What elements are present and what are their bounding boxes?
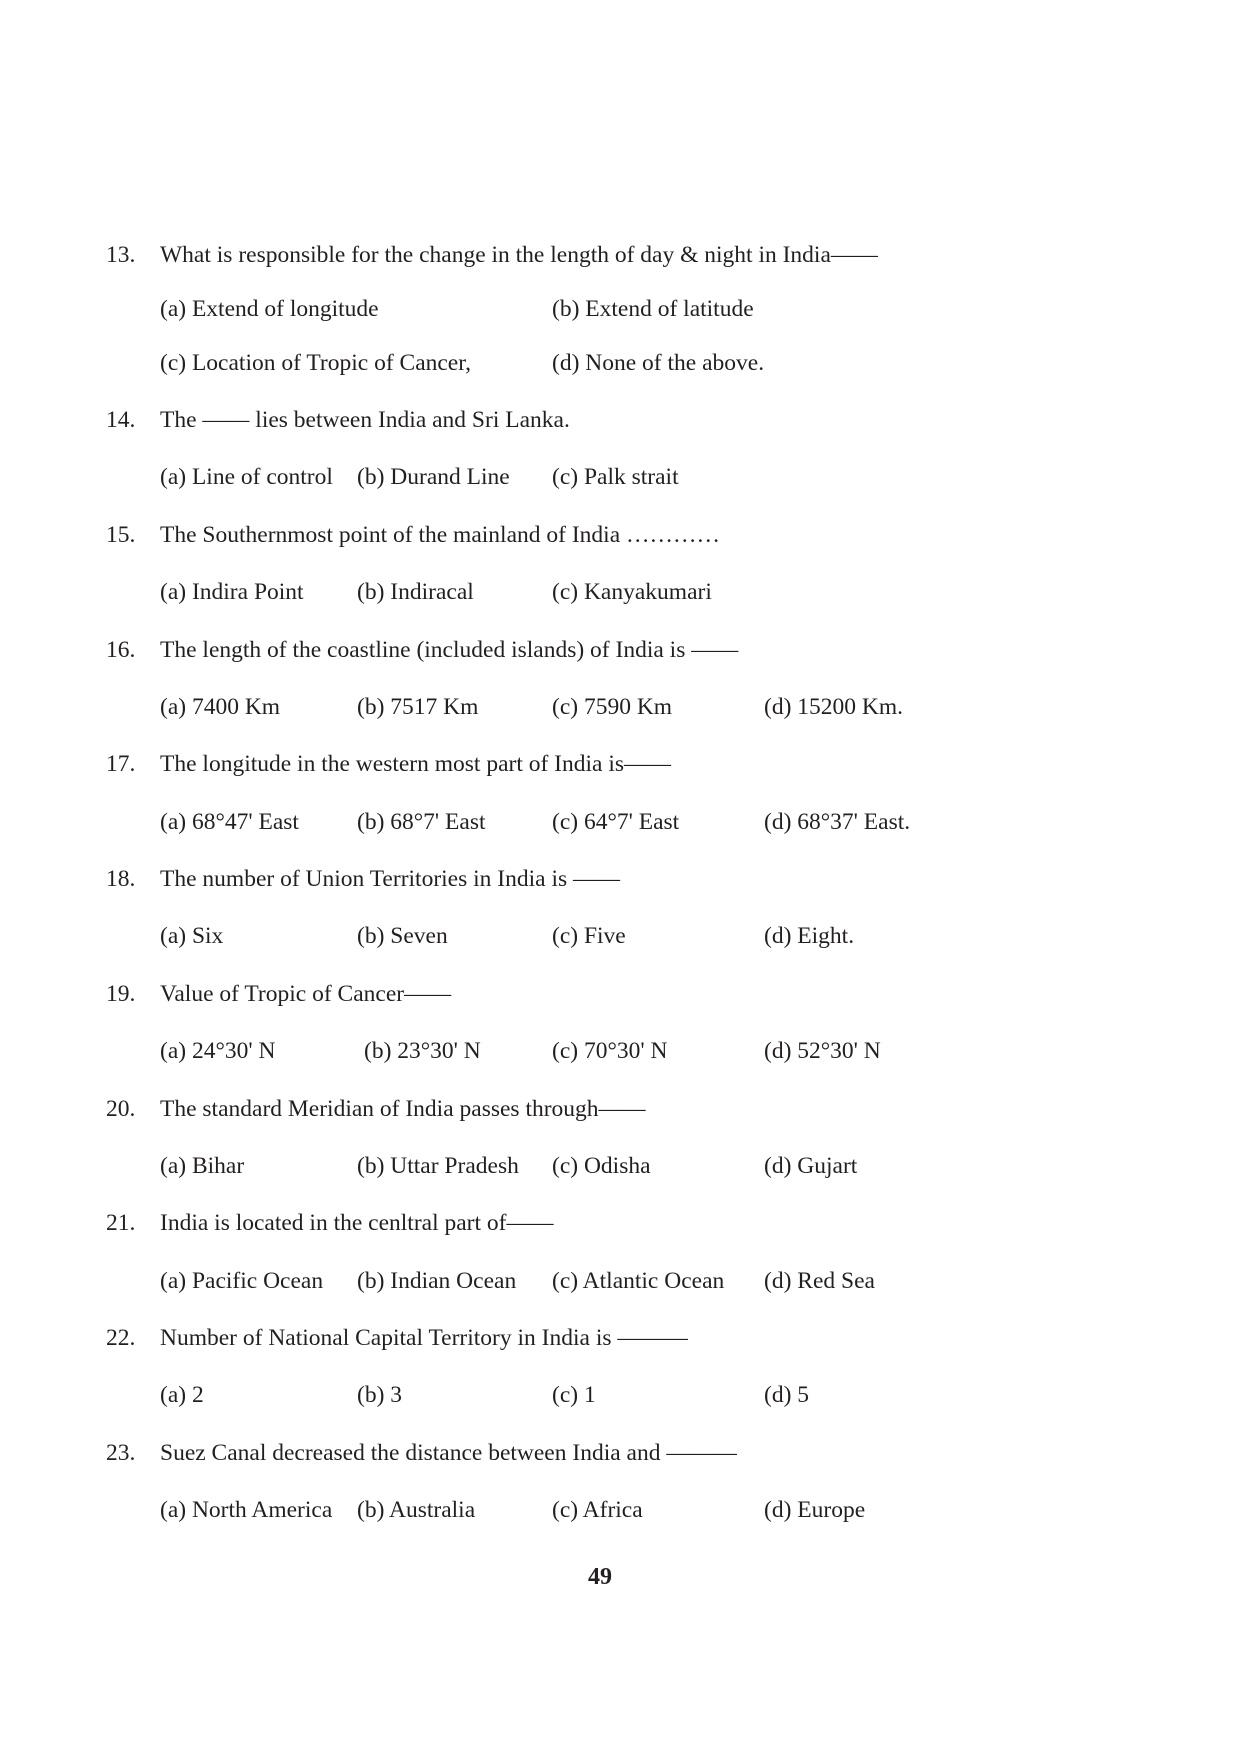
question-number: 21.	[106, 1210, 136, 1236]
option-row	[0, 577, 1240, 607]
option-a: (a) 7400 Km	[160, 694, 281, 720]
question-number: 16.	[106, 637, 136, 663]
question-line	[0, 864, 1240, 894]
option-d: (d) Red Sea	[764, 1268, 875, 1294]
option-b: (b) Indiracal	[357, 579, 474, 605]
question-text: The standard Meridian of India passes through——	[160, 1096, 646, 1122]
question-text: The length of the coastline (included islands) of India is ——	[160, 637, 739, 663]
question-line	[0, 635, 1240, 665]
option-d: (d) 5	[764, 1382, 810, 1408]
option-c: (c) Kanyakumari	[552, 579, 712, 605]
option-a: (a) Indira Point	[160, 579, 304, 605]
question-text: Value of Tropic of Cancer——	[160, 981, 452, 1007]
option-row	[0, 1495, 1240, 1525]
question-line	[0, 405, 1240, 435]
question-line	[0, 1208, 1240, 1238]
question-line	[0, 520, 1240, 550]
option-row	[0, 1266, 1240, 1296]
question-line	[0, 749, 1240, 779]
question-number: 22.	[106, 1325, 136, 1351]
option-c: (c) Palk strait	[552, 464, 679, 490]
question-text: The number of Union Territories in India is ——	[160, 866, 620, 892]
question-number: 17.	[106, 751, 136, 777]
question-text: Number of National Capital Territory in India is ———	[160, 1325, 688, 1351]
option-row	[0, 807, 1240, 837]
option-b: (b) Australia	[357, 1497, 476, 1523]
option-b: (b) 7517 Km	[357, 694, 479, 720]
question-line	[0, 240, 1240, 270]
option-row	[0, 462, 1240, 492]
option-a: (a) Pacific Ocean	[160, 1268, 324, 1294]
option-a: (a) Six	[160, 923, 224, 949]
question-number: 23.	[106, 1440, 136, 1466]
question-number: 15.	[106, 522, 136, 548]
question-number: 13.	[106, 242, 136, 268]
question-number: 14.	[106, 407, 136, 433]
question-number: 20.	[106, 1096, 136, 1122]
question-line	[0, 1438, 1240, 1468]
option-c: (c) Odisha	[552, 1153, 651, 1179]
option-a: (a) Bihar	[160, 1153, 245, 1179]
option-b: (b) Uttar Pradesh	[357, 1153, 519, 1179]
option-d: (d) 68°37' East.	[764, 809, 911, 835]
option-d: (d) Eight.	[764, 923, 855, 949]
question-line	[0, 1094, 1240, 1124]
option-c: (c) 70°30' N	[552, 1038, 668, 1064]
option-c: (c) 7590 Km	[552, 694, 673, 720]
option-row	[0, 1380, 1240, 1410]
option-a: (a) North America	[160, 1497, 333, 1523]
option-b: (b) Extend of latitude	[552, 296, 754, 322]
option-a: (a) Extend of longitude	[160, 296, 379, 322]
option-row	[0, 1151, 1240, 1181]
question-text: What is responsible for the change in the length of day & night in India——	[160, 242, 878, 268]
option-row	[0, 294, 1240, 324]
question-number: 18.	[106, 866, 136, 892]
page-number: 49	[588, 1564, 612, 1590]
option-b: (b) Indian Ocean	[357, 1268, 517, 1294]
option-b: (b) Seven	[357, 923, 448, 949]
option-a: (a) 68°47' East	[160, 809, 299, 835]
option-b: (b) 3	[357, 1382, 403, 1408]
option-a: (a) 2	[160, 1382, 204, 1408]
option-row	[0, 1036, 1240, 1066]
option-c: (c) 1	[552, 1382, 596, 1408]
option-row	[0, 692, 1240, 722]
option-row	[0, 348, 1240, 378]
option-d: (d) Europe	[764, 1497, 866, 1523]
option-a: (a) Line of control	[160, 464, 333, 490]
option-b: (b) 68°7' East	[357, 809, 486, 835]
question-number: 19.	[106, 981, 136, 1007]
option-d: (d) 15200 Km.	[764, 694, 904, 720]
option-d: (d) None of the above.	[552, 350, 765, 376]
question-line	[0, 1323, 1240, 1353]
option-c: (c) Africa	[552, 1497, 643, 1523]
question-line	[0, 979, 1240, 1009]
option-d: (d) Gujart	[764, 1153, 858, 1179]
option-d: (d) 52°30' N	[764, 1038, 881, 1064]
question-text: The longitude in the western most part of India is——	[160, 751, 672, 777]
question-text: The —— lies between India and Sri Lanka.	[160, 407, 570, 433]
option-a: (a) 24°30' N	[160, 1038, 276, 1064]
question-text: India is located in the cenltral part of——	[160, 1210, 554, 1236]
option-b: (b) Durand Line	[357, 464, 510, 490]
question-text: The Southernmost point of the mainland of India …………	[160, 522, 720, 548]
option-b: (b) 23°30' N	[364, 1038, 481, 1064]
option-c: (c) Location of Tropic of Cancer,	[160, 350, 471, 376]
option-c: (c) Atlantic Ocean	[552, 1268, 725, 1294]
option-c: (c) 64°7' East	[552, 809, 680, 835]
question-text: Suez Canal decreased the distance between India and ———	[160, 1440, 737, 1466]
option-row	[0, 921, 1240, 951]
option-c: (c) Five	[552, 923, 626, 949]
